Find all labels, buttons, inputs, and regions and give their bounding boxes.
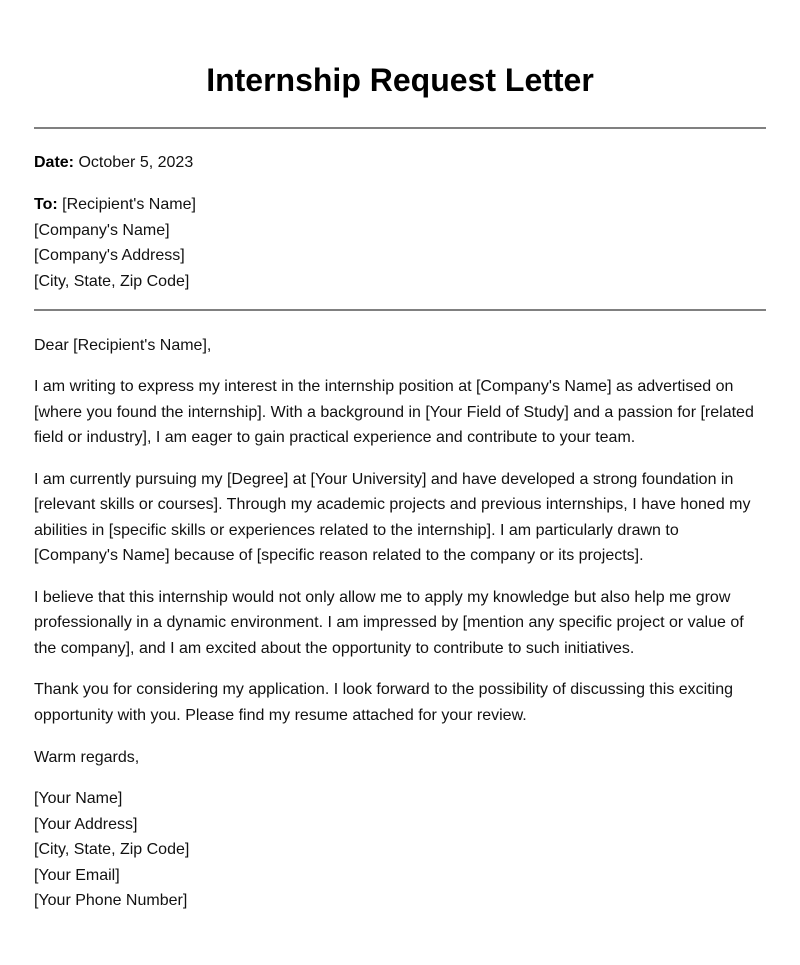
recipient-address: [Company's Address] [34,247,185,264]
closing: Warm regards, [34,749,140,766]
to-label: To: [34,196,58,213]
divider-top [34,127,766,129]
signature-block [34,786,189,914]
body-paragraph-4 [34,677,766,728]
recipient-company: [Company's Name] [34,221,170,239]
signature-name: [Your Name] [34,790,123,807]
recipient-line [34,192,196,218]
date-label: Date: [34,154,75,171]
letter-body [34,374,766,744]
paragraph-line: I am writing to express my interest in the internship position at [Company's Name] as advertised on [34,378,734,395]
page-title: Internship Request Letter [206,62,594,98]
signature-address: [Your Address] [34,815,138,833]
signature-phone: [Your Phone Number] [34,892,188,909]
date-value: October 5, 2023 [78,154,194,171]
recipient-block [34,192,196,294]
paragraph-line: the company], and I am excited about the opportunity to contribute to such initiatives. [34,639,635,657]
paragraph-line: I am currently pursuing my [Degree] at [Your University] and have developed a strong foundation in [34,470,734,488]
paragraph-line: field or industry], I am eager to gain practical experience and contribute to your team. [34,429,636,446]
paragraph-line: Thank you for considering my application. I look forward to the possibility of discussing this exciting [34,681,734,698]
signature-email: [Your Email] [34,866,120,884]
divider-middle [34,309,766,311]
paragraph-line: [where you found the internship]. With a background in [Your Field of Study] and a passion for [related [34,403,754,421]
body-paragraph-3 [34,585,766,662]
recipient-city: [City, State, Zip Code] [34,272,190,290]
paragraph-line: [Company's Name] because of [specific reason related to the company or its projects]. [34,547,644,564]
body-paragraph-2 [34,467,766,569]
date-line [34,150,193,176]
salutation: Dear [Recipient's Name], [34,337,212,354]
signature-city: [City, State, Zip Code] [34,841,190,858]
paragraph-line: [relevant skills or courses]. Through my academic projects and previous internships, I have honed my [34,496,751,513]
paragraph-line: I believe that this internship would not only allow me to apply my knowledge but also help me grow [34,588,731,606]
paragraph-line: abilities in [specific skills or experiences related to the internship]. I am particularly drawn to [34,521,679,539]
paragraph-line: professionally in a dynamic environment. I am impressed by [mention any specific project or value of [34,614,744,631]
body-paragraph-1 [34,374,766,451]
paragraph-line: opportunity with you. Please find my resume attached for your review. [34,706,527,724]
recipient-name: [Recipient's Name] [62,196,196,213]
